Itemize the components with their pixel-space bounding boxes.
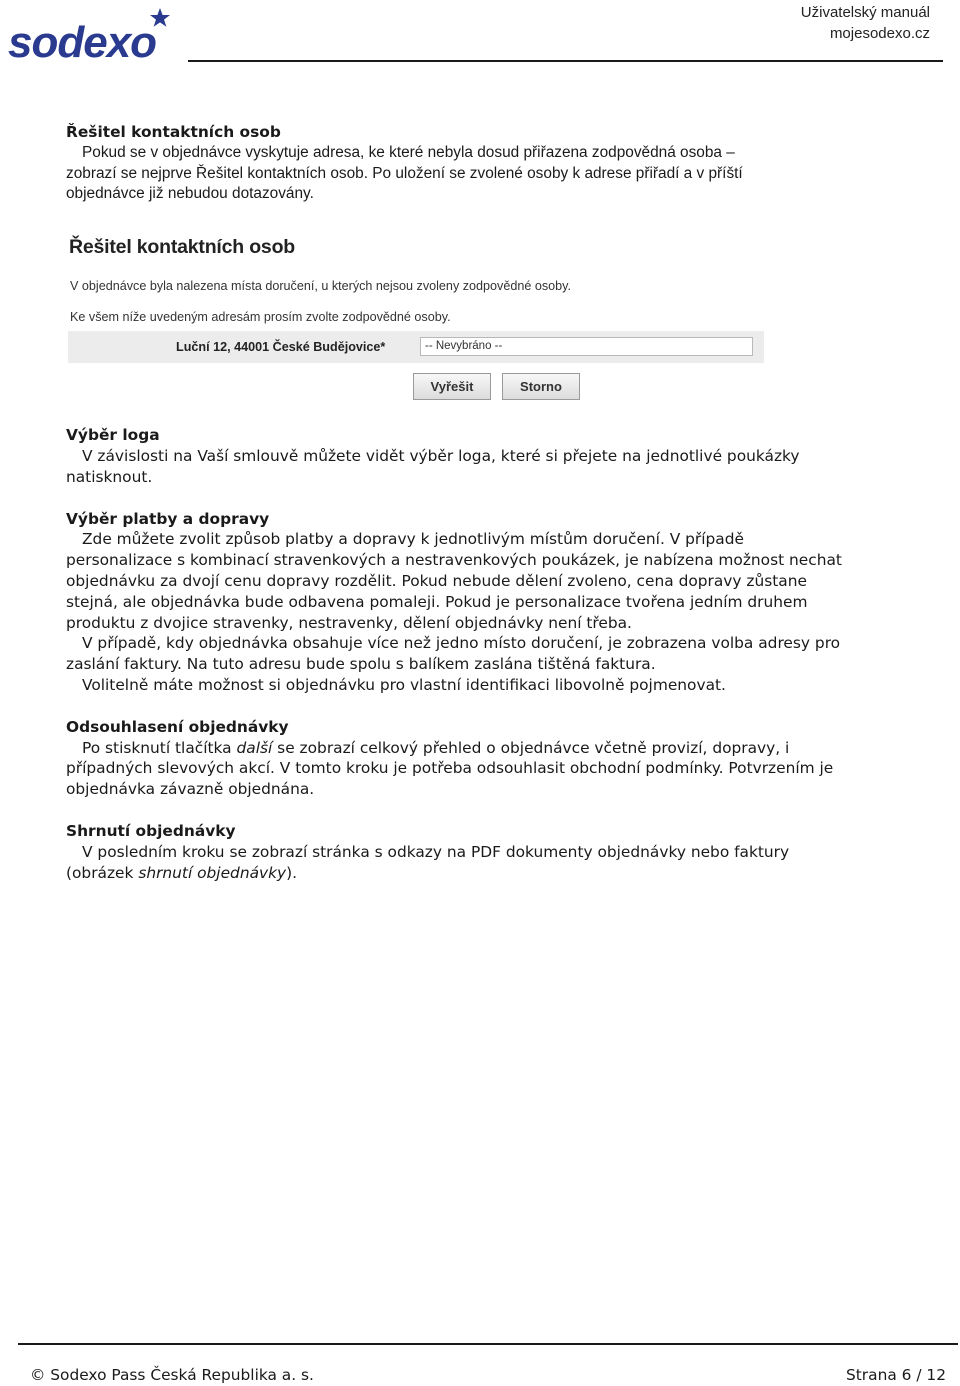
paragraph-line: zaslání faktury. Na tuto adresu bude spolu s balíkem zaslána tištěná faktura.	[66, 655, 656, 674]
responsible-person-select[interactable]: -- Nevybráno --	[420, 337, 753, 356]
section-order-summary	[66, 821, 896, 883]
paragraph-line: V závislosti na Vaší smlouvě můžete vidět výběr loga, které si přejete na jednotlivé poukázky	[82, 446, 800, 465]
screenshot-title: Řešitel kontaktních osob	[69, 236, 295, 258]
sodexo-logo	[6, 4, 186, 64]
paragraph-line: produktu z dvojice stravenky, nestravenky, dělení objednávky není třeba.	[66, 613, 632, 632]
spacer	[66, 488, 896, 509]
footer-divider	[18, 1343, 958, 1345]
paragraph-line: objednávka závazně objednána.	[66, 780, 315, 799]
cancel-button[interactable]: Storno	[502, 373, 580, 400]
paragraph-line: stejná, ale objednávka bude odbavena pomaleji. Pokud je personalizace tvořena jedním druhem	[66, 592, 808, 611]
section-heading: Řešitel kontaktních osob	[66, 123, 281, 141]
header-divider	[188, 60, 943, 62]
paragraph-line: objednávce již nebudou dotazovány.	[66, 185, 314, 203]
emphasis-text: shrnutí objednávky	[138, 863, 287, 882]
section-heading: Shrnutí objednávky	[66, 821, 236, 840]
paragraph-line: Zde můžete zvolit způsob platby a dopravy k jednotlivým místům doručení. V případě	[82, 530, 744, 549]
header-info	[801, 2, 930, 44]
delivery-address: Luční 12, 44001 České Budějovice*	[176, 340, 386, 354]
paragraph-line: zobrazí se nejprve Řešitel kontaktních osob. Po uložení se zvolené osoby k adrese přiřadí a v příští	[66, 164, 743, 182]
text-fragment: (obrázek	[66, 863, 139, 882]
text-fragment: Po stisknutí tlačítka	[82, 738, 237, 757]
page-header	[0, 0, 960, 70]
address-row	[68, 331, 764, 363]
paragraph-line: případných slevových akcí. V tomto kroku je potřeba odsouhlasit obchodní podmínky. Potvrzením je	[66, 759, 834, 778]
paragraph-line: V posledním kroku se zobrazí stránka s odkazy na PDF dokumenty objednávky nebo faktury	[82, 842, 790, 861]
section-contact-resolver	[66, 122, 896, 205]
emphasis-text: další	[236, 738, 273, 757]
page-number: Strana 6 / 12	[846, 1366, 946, 1384]
paragraph-line: natisknout.	[66, 467, 153, 486]
copyright-text: © Sodexo Pass Česká Republika a. s.	[30, 1366, 314, 1384]
section-logo-choice	[66, 425, 896, 487]
paragraph-line	[66, 738, 896, 759]
section-heading: Odsouhlasení objednávky	[66, 717, 289, 736]
text-fragment: se zobrazí celkový přehled o objednávce včetně provizí, dopravy, i	[272, 738, 790, 757]
spacer	[66, 696, 896, 717]
section-payment-shipping	[66, 509, 896, 696]
resolve-button[interactable]: Vyřešit	[413, 373, 491, 400]
paragraph-line: V případě, kdy objednávka obsahuje více než jedno místo doručení, je zobrazena volba adresy pro	[82, 634, 841, 653]
section-heading: Výběr platby a dopravy	[66, 509, 270, 528]
section-heading: Výběr loga	[66, 426, 160, 445]
paragraph-line	[66, 863, 896, 884]
screenshot-info-line: V objednávce byla nalezena místa doručení, u kterých nejsou zvoleny zodpovědné osoby.	[70, 279, 572, 293]
section-order-approval	[66, 717, 896, 800]
svg-text:sodexo: sodexo	[8, 18, 157, 64]
site-name: mojesodexo.cz	[829, 25, 930, 42]
text-fragment: ).	[286, 863, 298, 882]
paragraph-line: Volitelně máte možnost si objednávku pro vlastní identifikaci libovolně pojmenovat.	[82, 675, 726, 694]
manual-title: Uživatelský manuál	[800, 4, 930, 21]
screenshot-info-line: Ke všem níže uvedeným adresám prosím zvolte zodpovědné osoby.	[70, 310, 451, 324]
contact-resolver-screenshot	[66, 228, 766, 406]
paragraph-line: Pokud se v objednávce vyskytuje adresa, ke které nebyla dosud přiřazena zodpovědná osoba –	[82, 143, 735, 161]
paragraph-line: personalizace s kombinací stravenkových a nestravenkových poukázek, je nabízena možnost nechat	[66, 551, 842, 570]
paragraph-line: objednávku za dvojí cenu dopravy rozdělit. Pokud nebude dělení zvoleno, cena dopravy zůstane	[66, 571, 807, 590]
spacer	[66, 800, 896, 821]
